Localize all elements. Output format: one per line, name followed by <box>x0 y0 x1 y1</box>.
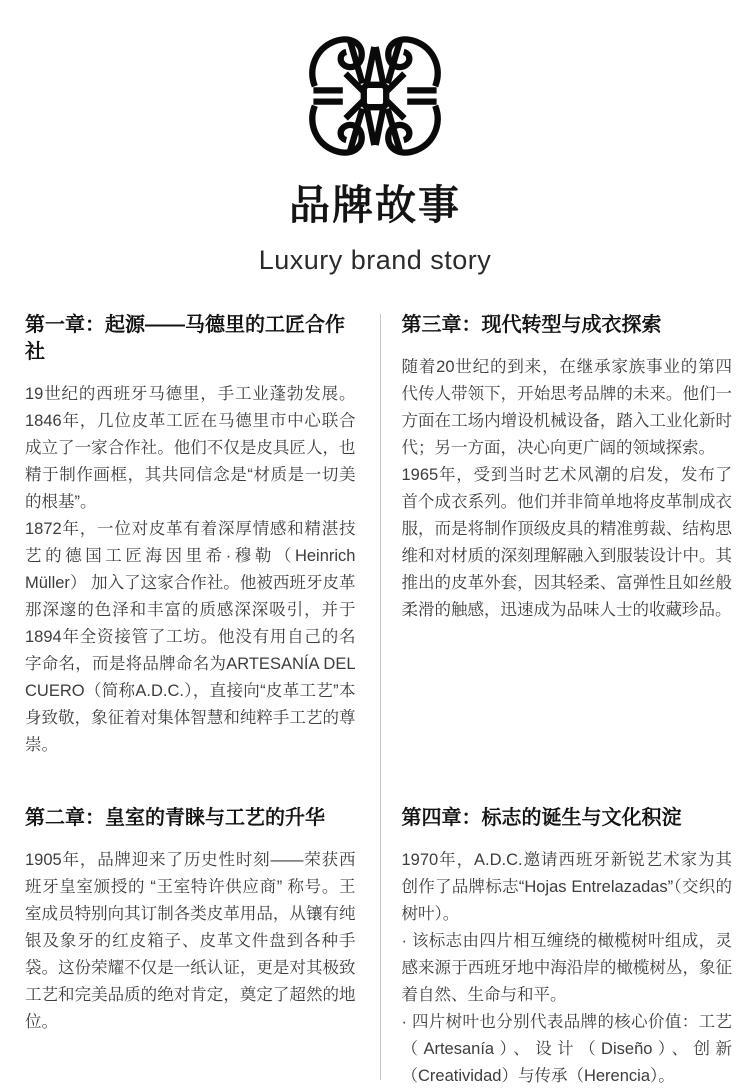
chapter-2-title: 第二章：皇室的青睐与工艺的升华 <box>25 807 325 830</box>
chapter-1-section <box>25 312 356 759</box>
chapter-1-paragraph: 19世纪的西班牙马德里，手工业蓬勃发展。1846年，几位皮革工匠在马德里市中心联合成立了一家合作社。他们不仅是皮具匠人，也精于制作画框，其共同信念是“材质是一切美的根基”。 <box>25 385 356 512</box>
chapter-2-paragraph: 1905年，品牌迎来了历史性时刻——荣获西班牙皇室颁授的 “王室特许供应商” 称号。王室成员特别向其订制各类皮革用品，从镶有纯银及象牙的红皮箱子、皮革文件盘到各种手袋。这份荣耀不仅是一纸认证，更是对其极致工艺和完美品质的绝对肯定，奠定了超然的地位。 <box>25 851 356 1032</box>
chapter-2-section <box>25 805 356 1090</box>
chapter-1-paragraph: 1872年，一位对皮革有着深厚情感和精湛技艺的德国工匠海因里希·穆勒（Heinrich Müller） 加入了这家合作社。他被西班牙皮革那深邃的色泽和丰富的质感深深吸引，并于1894年全资接管了工坊。他没有用自己的名字命名，而是将品牌命名为ARTESANÍA DEL CUERO（简称A.D.C.），直接向“皮革工艺”本身致敬，象征着对集体智慧和纯粹手工艺的尊崇。 <box>25 520 356 755</box>
column-divider <box>380 314 381 1080</box>
chapter-3-paragraph: 随着20世纪的到来，在继承家族事业的第四代传人带领下，开始思考品牌的未来。他们一方面在工场内增设机械设备，踏入工业化新时代；另一方面，决心向更广阔的领域探索。 <box>401 358 732 458</box>
brand-logo <box>0 26 750 166</box>
chapter-4-paragraph: · 四片树叶也分别代表品牌的核心价值：工艺（Artesanía）、设计（Diseño）、创新（Creatividad）与传承（Herencia）。 <box>401 1013 732 1086</box>
chapter-1-title: 第一章：起源——马德里的工匠合作社 <box>25 314 345 364</box>
chapter-3-section <box>402 312 733 759</box>
story-content <box>0 312 750 1090</box>
chapters-grid <box>25 312 732 1090</box>
chapter-4-paragraph: · 该标志由四片相互缠绕的橄榄树叶组成，灵感来源于西班牙地中海沿岸的橄榄树丛，象征着自然、生命与和平。 <box>401 932 732 1005</box>
chapter-3-paragraph: 1965年，受到当时艺术风潮的启发，发布了首个成衣系列。他们并非简单地将皮革制成衣服，而是将制作顶级皮具的精准剪裁、结构思维和对材质的深刻理解融入到服装设计中。其推出的皮革外套，因其轻柔、富弹性且如丝般柔滑的触感，迅速成为品味人士的收藏珍品。 <box>401 466 732 620</box>
chapter-4-title: 第四章：标志的诞生与文化积淀 <box>401 807 682 830</box>
chapter-4-paragraph: 1970年，A.D.C.邀请西班牙新锐艺术家为其创作了品牌标志“Hojas Entrelazadas”（交织的树叶）。 <box>401 851 732 924</box>
page-subtitle: Luxury brand story <box>258 245 492 276</box>
chapter-3-title: 第三章：现代转型与成衣探索 <box>401 314 662 337</box>
page-header <box>0 0 750 276</box>
chapter-4-section <box>402 805 733 1090</box>
page-title: 品牌故事 <box>289 182 461 228</box>
interlaced-knot-logo-icon <box>301 26 449 166</box>
